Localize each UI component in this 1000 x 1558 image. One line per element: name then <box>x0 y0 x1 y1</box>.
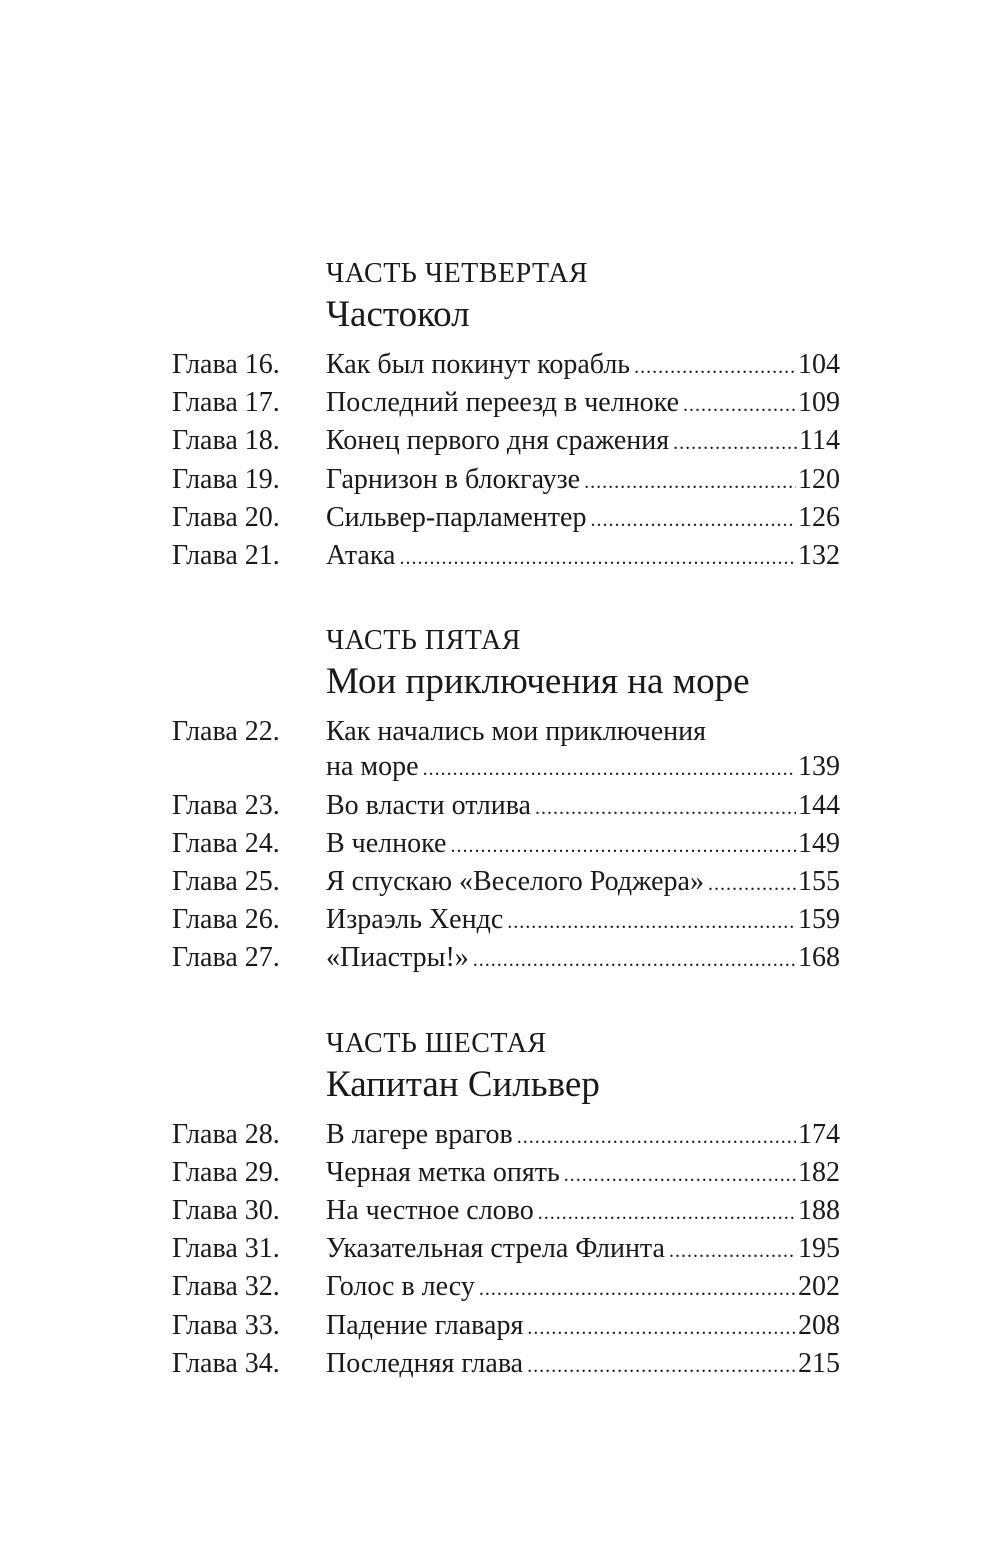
chapter-body <box>326 423 840 461</box>
chapter-body <box>326 347 840 385</box>
page-number: 174 <box>798 1118 840 1150</box>
chapter-number: Глава 25. <box>172 866 280 898</box>
chapter-title: Сильвер-парламентер <box>326 501 587 533</box>
chapter-title: Указательная стрела Флинта <box>326 1233 665 1265</box>
dot-leader <box>507 905 796 940</box>
page-number: 168 <box>798 942 840 974</box>
chapter-body <box>326 826 840 864</box>
chapter-title: Как был покинут корабль <box>326 349 631 380</box>
chapter-number: Глава 24. <box>172 827 280 859</box>
toc-part <box>172 255 840 576</box>
chapter-entry[interactable] <box>172 1308 840 1346</box>
chapter-entry[interactable] <box>172 902 840 940</box>
page-number: 155 <box>798 866 840 898</box>
dot-leader <box>450 829 796 864</box>
chapter-line <box>326 1308 840 1346</box>
chapter-line <box>326 1117 840 1155</box>
chapter-title: Голос в лесу <box>326 1271 475 1303</box>
chapter-entry[interactable] <box>172 423 840 461</box>
chapter-number: Глава 16. <box>172 349 280 380</box>
chapter-number: Глава 21. <box>172 540 280 572</box>
chapter-number: Глава 32. <box>172 1271 280 1303</box>
chapter-entry[interactable] <box>172 714 840 787</box>
chapter-line <box>326 1346 840 1384</box>
page-number: 202 <box>798 1271 840 1303</box>
chapter-line <box>326 749 840 787</box>
table-of-contents <box>172 255 840 1430</box>
chapter-title: Падение главаря <box>326 1309 524 1341</box>
dot-leader <box>538 1196 796 1231</box>
chapter-body <box>326 1346 840 1384</box>
chapter-entry[interactable] <box>172 385 840 423</box>
chapter-list <box>172 1117 840 1384</box>
chapter-number: Глава 34. <box>172 1347 280 1379</box>
chapter-entry[interactable] <box>172 500 840 538</box>
chapter-line <box>326 385 840 423</box>
chapter-line <box>326 423 840 461</box>
chapter-entry[interactable] <box>172 788 840 826</box>
chapter-entry[interactable] <box>172 1117 840 1155</box>
chapter-list <box>172 714 840 978</box>
chapter-number: Глава 17. <box>172 387 280 419</box>
page-number: 139 <box>798 751 840 783</box>
chapter-line <box>326 902 840 940</box>
chapter-entry[interactable] <box>172 1231 840 1269</box>
chapter-body <box>326 864 840 902</box>
dot-leader <box>527 1311 796 1346</box>
dot-leader <box>399 541 796 576</box>
page-number: 208 <box>798 1309 840 1341</box>
chapter-line <box>326 788 840 826</box>
chapter-number: Глава 29. <box>172 1156 280 1188</box>
chapter-body <box>326 385 840 423</box>
page-number: 195 <box>798 1233 840 1265</box>
page-number: 109 <box>798 387 840 419</box>
chapter-entry[interactable] <box>172 940 840 978</box>
dot-leader <box>473 943 796 978</box>
chapter-title: Последняя глава <box>326 1347 524 1379</box>
chapter-body <box>326 538 840 576</box>
dot-leader <box>683 388 796 423</box>
chapter-line <box>326 1231 840 1269</box>
page-number: 120 <box>798 463 840 495</box>
chapter-entry[interactable] <box>172 347 840 385</box>
part-title: Частокол <box>326 294 470 335</box>
page-number: 144 <box>798 789 840 821</box>
dot-leader <box>527 1349 796 1384</box>
chapter-line <box>326 826 840 864</box>
chapter-body <box>326 500 840 538</box>
chapter-body <box>326 788 840 826</box>
chapter-entry[interactable] <box>172 1346 840 1384</box>
part-label: ЧАСТЬ ШЕСТАЯ <box>326 1027 547 1059</box>
chapter-number: Глава 26. <box>172 904 280 936</box>
dot-leader <box>479 1272 796 1307</box>
part-title: Капитан Сильвер <box>326 1063 600 1105</box>
part-label: ЧАСТЬ ПЯТАЯ <box>326 625 521 657</box>
chapter-body <box>326 1117 840 1155</box>
chapter-number: Глава 23. <box>172 789 280 821</box>
chapter-entry[interactable] <box>172 1155 840 1193</box>
chapter-body <box>326 1231 840 1269</box>
page-number: 132 <box>798 540 840 572</box>
dot-leader <box>535 791 796 826</box>
dot-leader <box>673 426 797 461</box>
chapter-title: Израэль Хендс <box>326 904 504 936</box>
dot-leader <box>584 465 796 500</box>
chapter-line <box>326 347 840 385</box>
chapter-title: Конец первого дня сражения <box>326 425 670 457</box>
chapter-line <box>326 940 840 978</box>
dot-leader <box>564 1158 796 1193</box>
chapter-title: Гарнизон в блокгаузе <box>326 463 581 495</box>
chapter-title: На честное слово <box>326 1195 534 1227</box>
page-number: 215 <box>798 1347 840 1379</box>
chapter-line <box>326 1193 840 1231</box>
page-number: 159 <box>798 904 840 936</box>
chapter-line <box>326 1269 840 1307</box>
chapter-entry[interactable] <box>172 1269 840 1307</box>
chapter-number: Глава 31. <box>172 1233 280 1265</box>
dot-leader <box>517 1120 796 1155</box>
chapter-line <box>326 500 840 538</box>
part-title: Мои приключения на море <box>326 661 750 703</box>
chapter-body <box>326 902 840 940</box>
chapter-body <box>326 462 840 500</box>
chapter-entry[interactable] <box>172 864 840 902</box>
part-label: ЧАСТЬ ЧЕТВЕРТАЯ <box>326 258 589 289</box>
chapter-entry[interactable] <box>172 538 840 576</box>
chapter-number: Глава 18. <box>172 425 280 457</box>
chapter-body <box>326 1269 840 1307</box>
dot-leader <box>423 752 796 787</box>
page-number: 188 <box>798 1195 840 1227</box>
chapter-number: Глава 30. <box>172 1195 280 1227</box>
chapter-title: В лагере врагов <box>326 1118 513 1150</box>
chapter-number: Глава 33. <box>172 1309 280 1341</box>
chapter-title: Последний переезд в челноке <box>326 387 680 419</box>
chapter-body <box>326 1308 840 1346</box>
chapter-number: Глава 28. <box>172 1118 280 1150</box>
chapter-number: Глава 20. <box>172 501 280 533</box>
chapter-line <box>326 864 840 902</box>
chapter-line <box>326 1155 840 1193</box>
chapter-title: на море <box>326 751 419 783</box>
chapter-list <box>172 347 840 576</box>
chapter-title: Атака <box>326 540 396 572</box>
chapter-number: Глава 27. <box>172 942 280 974</box>
chapter-title: В челноке <box>326 827 447 859</box>
dot-leader <box>669 1234 796 1269</box>
chapter-entry[interactable] <box>172 462 840 500</box>
dot-leader <box>590 503 796 538</box>
chapter-number: Глава 19. <box>172 463 280 495</box>
chapter-line <box>326 538 840 576</box>
page-number: 104 <box>798 349 840 380</box>
chapter-body <box>326 940 840 978</box>
page-number: 182 <box>798 1156 840 1188</box>
chapter-title: Я спускаю «Веселого Роджера» <box>326 866 704 898</box>
page-number: 149 <box>798 827 840 859</box>
chapter-title-line: Как начались мои приключения <box>326 716 706 748</box>
dot-leader <box>634 350 796 385</box>
toc-part <box>172 1025 840 1384</box>
chapter-title: Черная метка опять <box>326 1156 560 1188</box>
chapter-line <box>326 462 840 500</box>
chapter-title: Во власти отлива <box>326 789 531 821</box>
chapter-body <box>326 714 840 787</box>
dot-leader <box>708 867 796 902</box>
page-number: 114 <box>799 425 840 457</box>
page-number: 126 <box>798 501 840 533</box>
chapter-entry[interactable] <box>172 1193 840 1231</box>
chapter-number: Глава 22. <box>172 716 280 748</box>
chapter-entry[interactable] <box>172 826 840 864</box>
toc-part <box>172 622 840 978</box>
chapter-body <box>326 1155 840 1193</box>
chapter-body <box>326 1193 840 1231</box>
chapter-title: «Пиастры!» <box>326 942 469 974</box>
